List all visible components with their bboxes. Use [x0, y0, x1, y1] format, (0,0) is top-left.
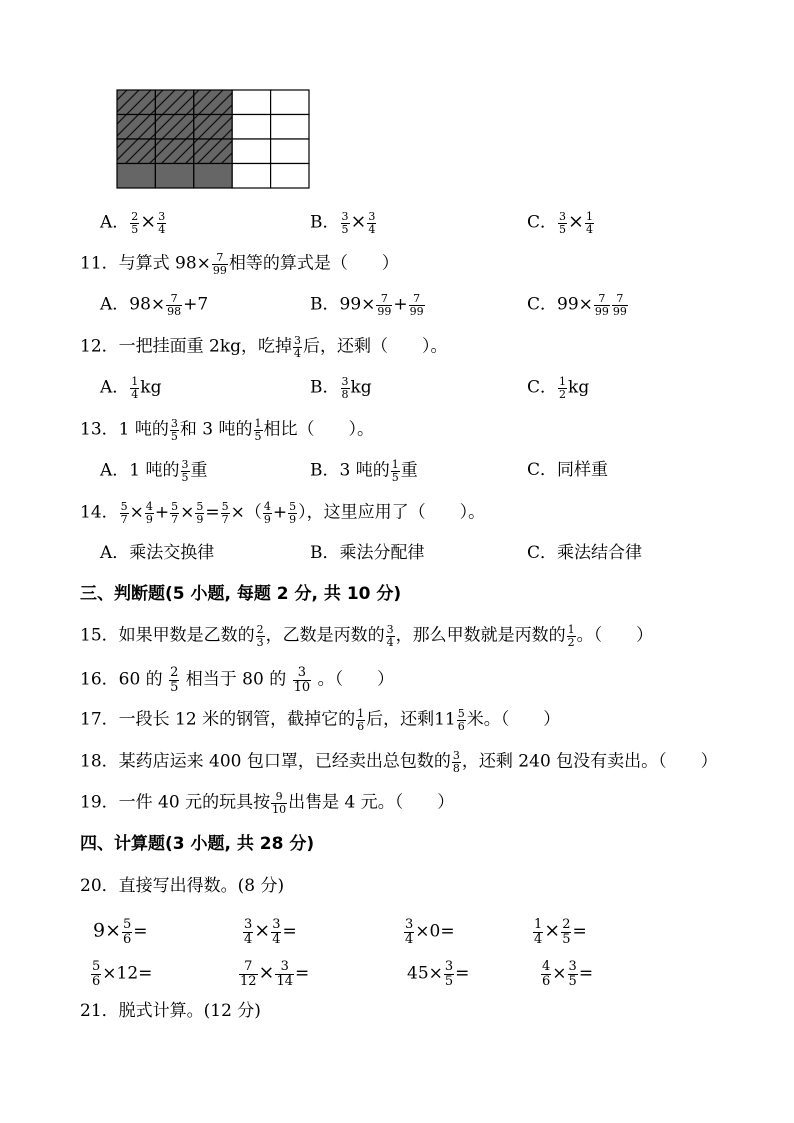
q11-stem: 11．与算式 98× $\frac{7}{99}$ 相等的算式是（ ） [80, 251, 399, 277]
q14-stem: 14． $\frac{5}{7}$ × $\frac{4}{9}$ + $\frac{5}{7}$ × $\frac{5}{9}$ = $\frac{5}{7}$ ×（ $\frac{4}{9}$ + $\frac{5}{9}$ ），这里应用了（ ）。 [80, 500, 486, 526]
q13-option-b[interactable]: B．3 吨的 $\frac{1}{5}$ 重 [310, 458, 418, 484]
grid-cell [117, 164, 155, 189]
q20-item-3: $\frac{3}{4}$ ×0= [405, 917, 455, 947]
q15: 15．如果甲数是乙数的 $\frac{2}{3}$ ，乙数是丙数的 $\frac{3}{4}$ ，那么甲数就是丙数的 $\frac{1}{2}$ 。（ ） [80, 623, 654, 649]
q20-title: 20．直接写出得数。(8 分) [80, 876, 285, 896]
section-3-heading: 三、判断题(5 小题, 每题 2 分, 共 10 分) [80, 584, 402, 604]
grid-cell [155, 90, 193, 115]
q14-option-c[interactable]: C．乘法结合律 [527, 543, 643, 563]
q20-item-6: $\frac{7}{12}$ × $\frac{3}{14}$ = [240, 959, 310, 989]
grid-cell [155, 139, 193, 164]
grid-cell [194, 139, 232, 164]
q13-option-a[interactable]: A．1 吨的 $\frac{3}{5}$ 重 [100, 458, 208, 484]
grid-cell [117, 90, 155, 115]
q11-option-c[interactable]: C．99× $\frac{7}{99}$ $\frac{7}{99}$ [527, 292, 627, 318]
grid-cell [232, 115, 270, 140]
q13-stem: 13．1 吨的 $\frac{3}{5}$ 和 3 吨的 $\frac{1}{5}$ 相比（ ）。 [80, 417, 374, 443]
q18: 18．某药店运来 400 包口罩，已经卖出总包数的 $\frac{3}{8}$ ，还剩 240 包没有卖出。（ ） [80, 749, 718, 775]
grid-cell [271, 90, 309, 115]
grid-cell [232, 90, 270, 115]
q21-title: 21．脱式计算。(12 分) [80, 1001, 261, 1021]
q11-option-b[interactable]: B．99× $\frac{7}{99}$ + $\frac{7}{99}$ [310, 292, 424, 318]
q14-option-a[interactable]: A．乘法交换律 [100, 543, 215, 563]
grid-cell [232, 164, 270, 189]
grid-cell [232, 139, 270, 164]
q10-option-c[interactable]: C． $\frac{3}{5}$ × $\frac{1}{4}$ [527, 210, 593, 236]
section-4-heading: 四、计算题(3 小题, 共 28 分) [80, 834, 315, 854]
q20-item-4: $\frac{1}{4}$ × $\frac{2}{5}$ = [534, 917, 587, 947]
grid-cell [271, 164, 309, 189]
q17: 17．一段长 12 米的钢管，截掉它的 $\frac{1}{6}$ 后，还剩11 $\frac{5}{6}$ 米。（ ） [80, 707, 561, 733]
q10-option-a[interactable]: A． $\frac{2}{5}$ × $\frac{3}{4}$ [100, 210, 166, 236]
grid-cell [194, 164, 232, 189]
grid-cell [271, 139, 309, 164]
q13-option-c[interactable]: C．同样重 [527, 460, 609, 480]
q20-item-8: $\frac{4}{6}$ × $\frac{3}{5}$ = [542, 959, 594, 989]
q16: 16．60 的 $\frac{2}{5}$ 相当于 80 的 $\frac{3}{10}$ 。（ ） [80, 665, 395, 695]
grid-cell [117, 139, 155, 164]
q20-item-1: 9× $\frac{5}{6}$ = [93, 917, 148, 947]
grid-cell [194, 115, 232, 140]
q20-item-5: $\frac{5}{6}$ ×12= [92, 959, 153, 989]
q14-option-b[interactable]: B．乘法分配律 [310, 543, 425, 563]
q20-item-7: 45× $\frac{3}{5}$ = [407, 959, 470, 989]
fraction-grid-figure [116, 89, 310, 189]
grid-cell [155, 164, 193, 189]
q20-item-2: $\frac{3}{4}$ × $\frac{3}{4}$ = [244, 917, 297, 947]
q12-option-c[interactable]: C． $\frac{1}{2}$ kg [527, 375, 590, 401]
grid-cell [155, 115, 193, 140]
q10-option-b[interactable]: B． $\frac{3}{5}$ × $\frac{3}{4}$ [310, 210, 376, 236]
grid-cell [117, 115, 155, 140]
grid-cell [271, 115, 309, 140]
q12-option-a[interactable]: A． $\frac{1}{4}$ kg [100, 375, 162, 401]
grid-cell [194, 90, 232, 115]
q12-stem: 12．一把挂面重 2kg，吃掉 $\frac{3}{4}$ 后，还剩（ ）。 [80, 334, 448, 360]
q11-option-a[interactable]: A．98× $\frac{7}{98}$ +7 [100, 292, 209, 318]
q12-option-b[interactable]: B． $\frac{3}{8}$ kg [310, 375, 372, 401]
q19: 19．一件 40 元的玩具按 $\frac{9}{10}$ 出售是 4 元。（ ） [80, 790, 455, 816]
